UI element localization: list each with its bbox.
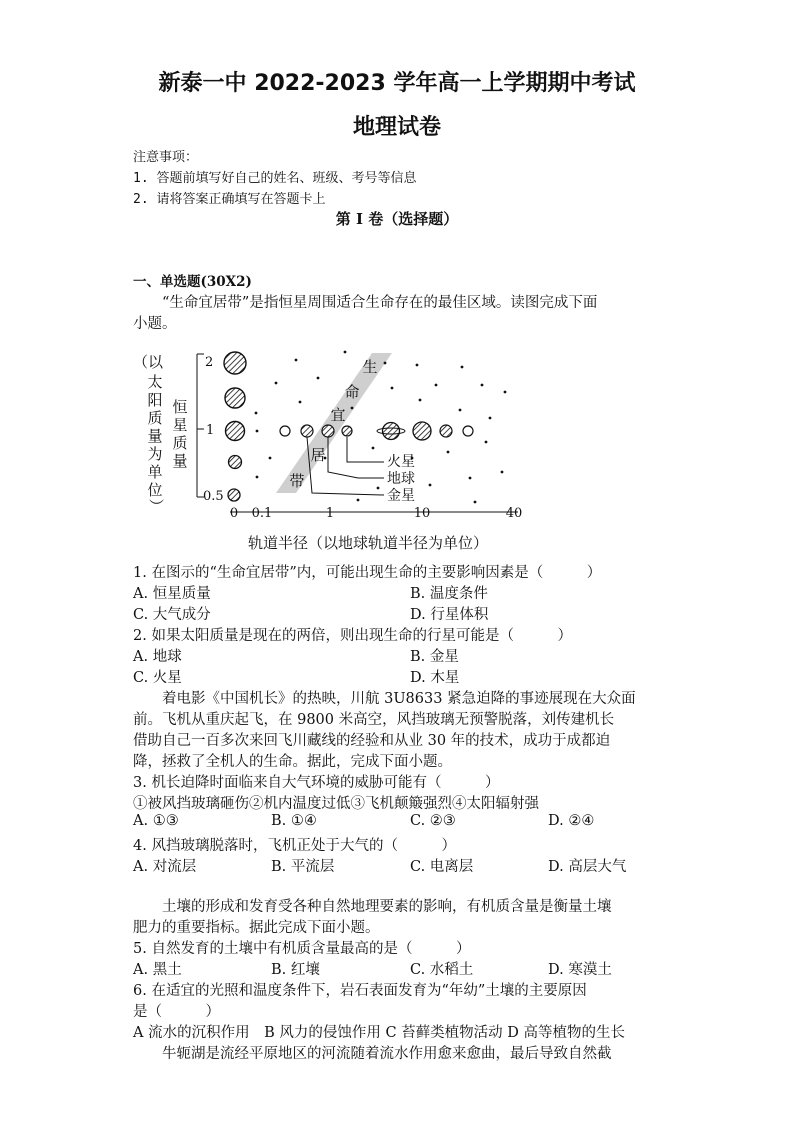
planet-uranus [440,425,452,437]
q3-stem: 3. 机长迫降时面临来自大气环境的威胁可能有（ ） [133,775,500,791]
habitable-zone-figure [130,340,550,560]
q3-option-d: D. ②④ [548,813,595,829]
exam-subtitle: 地理试卷 [352,115,441,140]
x-tick-10: 10 [413,506,431,521]
q2-option-c: C. 火星 [133,670,182,686]
q2-option-a: A. 地球 [133,649,182,665]
planet-venus [301,425,313,437]
y-label-inner-3: 量 [172,452,188,470]
q5-option-d: D. 寒漠土 [548,962,612,978]
q4-option-c: C. 电离层 [410,859,474,875]
passage3-line2: 肥力的重要指标。据此完成下面小题。 [133,920,380,936]
y-label-inner-2: 质 [172,434,188,452]
y-label-outer-2: 阳 [147,391,163,409]
callout-venus: 金星 [387,488,415,504]
band-char-3: 宜 [330,406,346,424]
x-tick-1: 1 [325,506,335,521]
passage3-line1: 土壤的形成和发育受各种自然地理要素的影响，有机质含量是衡量土壤 [162,899,612,915]
band-char-4: 居 [310,446,326,464]
q4-stem: 4. 风挡玻璃脱落时，飞机正处于大气的（ ） [133,838,456,854]
notes-item-2: 2. 请将答案正确填写在答题卡上 [133,192,326,207]
q3-option-a: A. ①③ [133,813,179,829]
q1-stem: 1. 在图示的“生命宜居带”内，可能出现生命的主要影响因素是（ ） [133,565,602,581]
band-char-1: 生 [362,358,378,376]
q5-option-c: C. 水稻土 [410,962,474,978]
star-large-1 [224,352,246,374]
x-tick-0: 0 [229,506,239,521]
q2-option-b: B. 金星 [410,649,459,665]
band-char-5: 带 [289,472,305,490]
section-heading: 一、单选题(30X2) [133,274,252,290]
q5-option-a: A. 黑土 [133,962,182,978]
q4-option-d: D. 高层大气 [548,859,627,875]
y-label-outer-5: 为 [147,445,163,463]
callout-mars: 火星 [387,454,415,470]
star-sun [226,422,245,441]
y-label-outer-0: （以 [132,353,164,371]
passage1-line2: 小题。 [133,316,177,332]
y-label-outer-8: ） [147,498,165,514]
x-tick-40: 40 [505,506,523,521]
passage4-line1: 牛轭湖是流经平原地区的河流随着流水作用愈来愈曲，最后导致自然截 [162,1046,612,1062]
band-char-2: 命 [344,383,360,401]
planet-earth [322,425,334,437]
passage2-line3: 借助自己一百多次来回飞川藏线的经验和从业 30 年的技术，成功于成都迫 [133,733,611,749]
star-small-1 [229,456,242,469]
q3-option-b: B. ①④ [271,813,317,829]
q2-option-d: D. 木星 [410,670,460,686]
q1-option-d: D. 行星体积 [410,607,489,623]
q5-stem: 5. 自然发育的土壤中有机质含量最高的是（ ） [133,941,471,957]
passage2-line2: 前。飞机从重庆起飞，在 9800 米高空，风挡玻璃无预警脱落，刘传建机长 [133,712,615,728]
planet-mars [342,426,352,436]
q1-option-b: B. 温度条件 [410,586,488,602]
planet-saturn [377,423,405,440]
exam-title: 新泰一中 2022-2023 学年高一上学期期中考试 [158,71,636,96]
q6-stem-line1: 6. 在适宜的光照和温度条件下，岩石表面发育为“年幼”土壤的主要原因 [133,983,587,999]
x-axis-label: 轨道半径（以地球轨道半径为单位） [247,534,489,552]
q6-stem-line2: 是（ ） [133,1004,220,1020]
y-tick-1: 1 [206,423,215,438]
y-label-inner-0: 恒 [172,398,188,416]
star-large-2 [225,388,245,408]
y-label-outer-7: 位 [147,481,163,499]
q3-statements: ①被风挡玻璃砸伤②机内温度过低③飞机颠簸强烈④太阳辐射强 [133,796,539,812]
planet-neptune [463,426,473,436]
q6-options: A 流水的沉积作用 B 风力的侵蚀作用 C 苔藓类植物活动 D 高等植物的生长 [133,1025,625,1041]
y-label-outer-6: 单 [147,463,163,481]
y-label-outer-1: 太 [147,373,163,391]
star-small-2 [228,489,240,501]
y-label-outer-3: 质 [147,409,163,427]
q2-stem: 2. 如果太阳质量是现在的两倍，则出现生命的行星可能是（ ） [133,628,572,644]
q1-option-c: C. 大气成分 [133,607,211,623]
q3-option-c: C. ②③ [410,813,456,829]
volume-title: 第 I 卷（选择题） [335,210,459,228]
q5-option-b: B. 红壤 [271,962,320,978]
q1-option-a: A. 恒星质量 [133,586,211,602]
planet-mercury [280,426,290,436]
passage2-line4: 降，拯救了全机人的生命。据此，完成下面小题。 [133,754,452,770]
x-tick-0-1: 0.1 [251,506,273,521]
q4-option-b: B. 平流层 [271,859,335,875]
callout-earth: 地球 [387,471,415,487]
y-label-inner-1: 星 [172,416,188,434]
planet-jupiter [413,422,431,440]
y-label-outer-4: 量 [147,427,163,445]
q4-option-a: A. 对流层 [133,859,197,875]
notes-heading: 注意事项： [133,150,199,165]
passage2-line1: 着电影《中国机长》的热映，川航 3U8633 紧急迫降的事迹展现在大众面 [162,691,636,707]
y-tick-0-5: 0.5 [203,489,224,504]
y-tick-2: 2 [205,355,214,370]
notes-item-1: 1. 答题前填写好自己的姓名、班级、考号等信息 [133,171,417,186]
passage1-line1: “生命宜居带”是指恒星周围适合生命存在的最佳区域。读图完成下面 [162,295,598,311]
